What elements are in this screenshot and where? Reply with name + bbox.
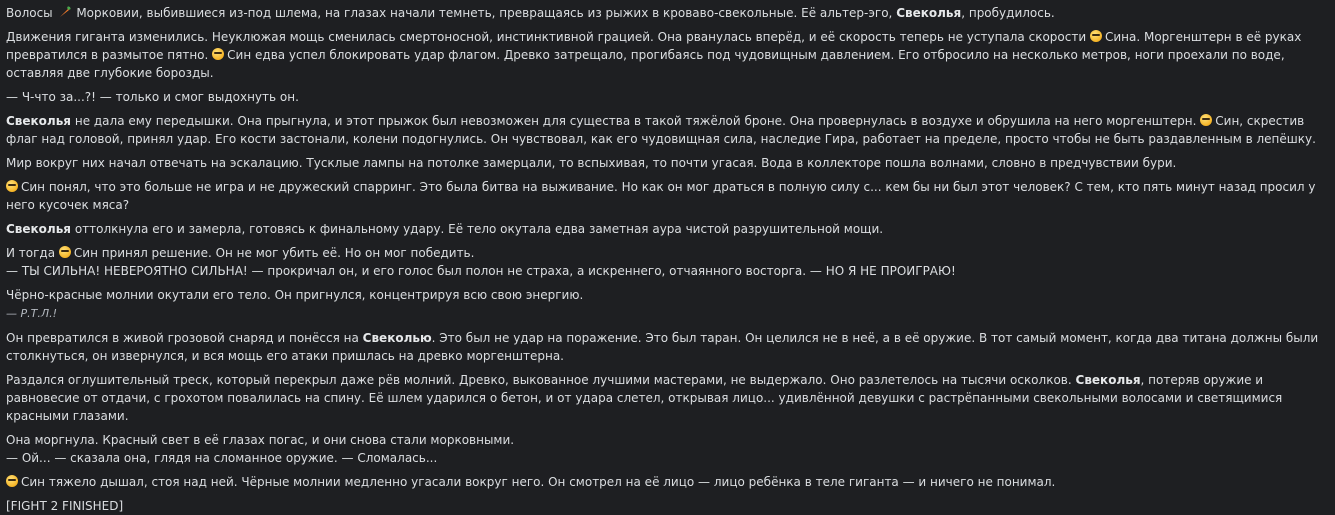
text: Он превратился в живой грозовой снаряд и понёсся на xyxy=(6,331,359,345)
text: Морковии, выбившиеся из-под шлема, на глазах начали темнеть, превращаясь из рыжих в кроваво-свекольные. Её альтер-эго, xyxy=(76,6,893,20)
line xyxy=(6,304,1329,323)
text: Сина. Моргенштерн в её руках превратился в размытое пятно. xyxy=(6,30,1302,62)
paragraph-6 xyxy=(6,178,1329,214)
text: Син понял, что это больше не игра и не дружеский спарринг. Это была битва на выживание. Но как он мог драться в полную силу с... кем бы ни был этот человек? С тем, кто пять минут назад просил у него кусочек мяса? xyxy=(6,180,1316,212)
text: . Это был не удар на поражение. Это был таран. Он целился не в неё, а в её оружие. В тот самый момент, когда два титана должны были столкнуться, он извернулся, и вся мощь его атаки пришлась на древко моргенштерна. xyxy=(6,331,1319,363)
text: Син тяжело дышал, стоя над ней. Чёрные молнии медленно угасали вокруг него. Он смотрел на её лицо — лицо ребёнка в теле гиганта — и ничего не понимал. xyxy=(21,475,1056,489)
paragraph-8 xyxy=(6,244,1329,280)
paragraph-12 xyxy=(6,431,1329,467)
text: Син едва успел блокировать удар флагом. Древко затрещало, прогибаясь под чудовищным давлением. Его отбросило на несколько метров, ноги проехали по воде, оставляя две глубокие борозды. xyxy=(6,48,1285,80)
text: И тогда xyxy=(6,246,56,260)
text: оттолкнула его и замерла, готовясь к финальному удару. Её тело окутала едва заметная аура чистой разрушительной мощи. xyxy=(74,222,884,236)
paragraph-3 xyxy=(6,88,1329,106)
paragraph-11 xyxy=(6,371,1329,425)
paragraph-10 xyxy=(6,329,1329,365)
character-name: Свеколья xyxy=(6,114,72,128)
cool-face-icon xyxy=(212,48,224,60)
text: , пробудилось. xyxy=(961,6,1055,20)
italic-text: Р.Т.Л.! xyxy=(20,307,58,320)
paragraph-4 xyxy=(6,112,1329,148)
cool-face-icon xyxy=(59,246,71,258)
text: не дала ему передышки. Она прыгнула, и этот прыжок был невозможен для существа в такой тяжёлой броне. Она провернулась в воздухе и обрушила на него моргенштерн. xyxy=(74,114,1197,128)
cool-face-icon xyxy=(1200,114,1212,126)
character-name: Свеколью xyxy=(362,331,432,345)
paragraph-5 xyxy=(6,154,1329,172)
character-name: Свеколья xyxy=(6,222,72,236)
cool-face-icon xyxy=(6,180,18,192)
text: — Ч-что за...?! — только и смог выдохнуть он. xyxy=(6,90,299,104)
status-text: [FIGHT 2 FINISHED] xyxy=(6,499,124,513)
text: Волосы xyxy=(6,6,53,20)
dash: — xyxy=(6,307,21,320)
character-name: Свеколья xyxy=(896,6,962,20)
text: Движения гиганта изменились. Неуклюжая мощь сменилась смертоносной, инстинктивной грацией. Она рванулась вперёд, и её скорость теперь не уступала скорости xyxy=(6,30,1087,44)
paragraph-9 xyxy=(6,286,1329,323)
text: Раздался оглушительный треск, который перекрыл даже рёв молний. Древко, выкованное лучшими мастерами, не выдержало. Оно разлетелось на тысячи осколков. xyxy=(6,373,1072,387)
paragraph-1 xyxy=(6,4,1329,22)
carrot-icon xyxy=(59,6,71,18)
line: Чёрно-красные молнии окутали его тело. Он пригнулся, концентрируя всю свою энергию. xyxy=(6,288,584,302)
text: Син принял решение. Он не мог убить её. Но он мог победить. xyxy=(73,246,475,260)
line: — ТЫ СИЛЬНА! НЕВЕРОЯТНО СИЛЬНА! — прокричал он, и его голос был полон не страха, а искреннего, отчаянного восторга. — НО Я НЕ ПРОИГРАЮ! xyxy=(6,264,956,278)
character-name: Свеколья xyxy=(1075,373,1141,387)
cool-face-icon xyxy=(6,475,18,487)
text: Син, скрестив флаг над головой, принял удар. Его кости застонали, колени подогнулись. Он чувствовал, как его чудовищная сила, наследие Гира, работает на пределе, просто чтобы не быть раздавленным в лепёшку. xyxy=(6,114,1316,146)
text: Мир вокруг них начал отвечать на эскалацию. Тусклые лампы на потолке замерцали, то вспыхивая, то почти угасая. Вода в коллекторе пошла волнами, словно в предчувствии бури. xyxy=(6,156,1177,170)
line: — Ой... — сказала она, глядя на сломанное оружие. — Сломалась... xyxy=(6,451,438,465)
paragraph-2 xyxy=(6,28,1329,82)
paragraph-7 xyxy=(6,220,1329,238)
cool-face-icon xyxy=(1090,30,1102,42)
line xyxy=(6,244,1329,262)
line: Она моргнула. Красный свет в её глазах погас, и они снова стали морковными. xyxy=(6,433,515,447)
text: , потеряв оружие и равновесие от отдачи, с грохотом повалилась на спину. Её шлем ударился о бетон, и от удара слетел, открывая лицо... удивлённой девушки с растрёпанными свекольными волосами и светящимися красными глазами. xyxy=(6,373,1283,423)
paragraph-13 xyxy=(6,473,1329,491)
paragraph-14 xyxy=(6,497,1329,515)
